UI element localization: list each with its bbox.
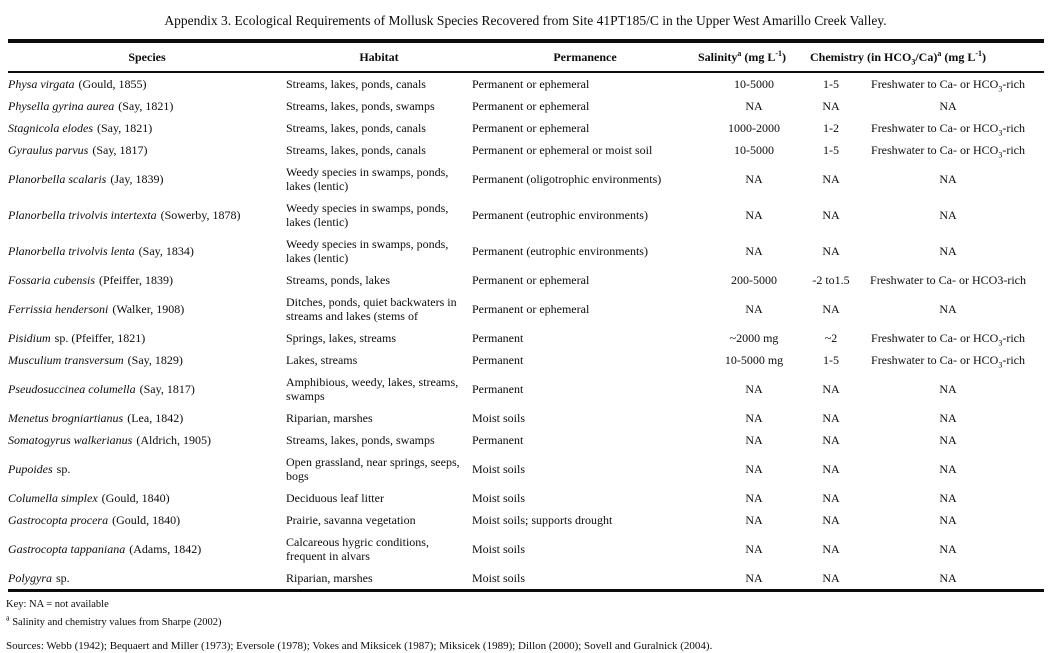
permanence-cell: Moist soils	[472, 462, 526, 476]
species-authority: (Gould, 1840)	[112, 513, 181, 527]
chemistry-label: Chemistry (in HCO	[810, 50, 912, 64]
table-title: Appendix 3. Ecological Requirements of Mollusk Species Recovered from Site 41PT185/C in the Upper West Amarillo Creek Valley.	[164, 13, 887, 28]
habitat-cell: Streams, lakes, ponds, canals	[286, 143, 426, 157]
species-name: Pupoides	[8, 462, 53, 476]
sources-note: Sources: Webb (1942); Bequaert and Miller (1973); Eversole (1978); Vokes and Miksicek (1987); Miksicek (1989); Dillon (2000); Sovell and Guralnick (2004).	[6, 640, 713, 652]
chemistry-text: NA	[939, 99, 957, 113]
habitat-cell: Lakes, streams	[286, 353, 358, 367]
species-authority: sp.	[56, 462, 71, 476]
habitat-cell: Springs, lakes, streams	[286, 331, 396, 345]
chemistry-text-cell	[852, 72, 1044, 95]
chemistry-text: NA	[939, 208, 957, 222]
chemistry-text-cell	[852, 269, 1044, 291]
footnote-text: Salinity and chemistry values from Sharpe (2002)	[9, 617, 222, 628]
chemistry-text-post: -rich	[1002, 331, 1025, 345]
species-authority: (Pfeiffer, 1839)	[99, 273, 173, 287]
table-footer	[6, 598, 1051, 653]
species-authority: (Say, 1834)	[138, 244, 194, 258]
permanence-cell: Permanent	[472, 331, 524, 345]
species-authority: sp. (Pfeiffer, 1821)	[54, 331, 146, 345]
chemistry-value-cell: NA	[822, 411, 840, 425]
chemistry-text-cell	[852, 233, 1044, 269]
chemistry-value-cell: NA	[822, 491, 840, 505]
permanence-cell: Permanent or ephemeral or moist soil	[472, 143, 653, 157]
chemistry-value-cell: NA	[822, 433, 840, 447]
species-name: Planorbella scalaris	[8, 172, 107, 186]
habitat-cell: Riparian, marshes	[286, 411, 373, 425]
chemistry-text-cell	[852, 567, 1044, 591]
chemistry-text-subscript: 3	[998, 84, 1003, 94]
species-authority: (Say, 1817)	[92, 143, 148, 157]
species-name: Physa virgata	[8, 77, 75, 91]
chemistry-text-cell	[852, 291, 1044, 327]
habitat-cell: Riparian, marshes	[286, 571, 373, 585]
salinity-cell: NA	[745, 99, 763, 113]
chemistry-value-cell: -2 to1.5	[812, 273, 850, 287]
species-cell	[8, 531, 286, 567]
chemistry-text-subscript: 3	[998, 150, 1003, 160]
chemistry-text-subscript: 3	[998, 128, 1003, 138]
chemistry-text-cell	[852, 117, 1044, 139]
species-cell	[8, 95, 286, 117]
salinity-cell: 10-5000	[734, 77, 774, 91]
chemistry-text-post: -rich	[1002, 353, 1025, 367]
species-cell	[8, 349, 286, 371]
species-cell	[8, 269, 286, 291]
chemistry-text: NA	[939, 244, 957, 258]
permanence-cell: Moist soils	[472, 411, 526, 425]
permanence-cell: Permanent (oligotrophic environments)	[472, 172, 662, 186]
permanence-cell: Permanent or ephemeral	[472, 273, 590, 287]
chemistry-text: NA	[939, 513, 957, 527]
species-cell	[8, 487, 286, 509]
chemistry-value-cell: NA	[822, 99, 840, 113]
salinity-cell: NA	[745, 172, 763, 186]
species-cell	[8, 72, 286, 95]
chemistry-value-cell: NA	[822, 571, 840, 585]
salinity-cell: 200-5000	[731, 273, 777, 287]
chemistry-text: NA	[939, 382, 957, 396]
salinity-cell: NA	[745, 244, 763, 258]
column-header-species: Species	[8, 41, 286, 72]
species-cell	[8, 371, 286, 407]
table-row	[8, 197, 1044, 233]
habitat-cell: Weedy species in swamps, ponds, lakes (lentic)	[286, 201, 449, 229]
salinity-cell: NA	[745, 542, 763, 556]
chemistry-subscript: 3	[911, 57, 916, 67]
species-authority: (Say, 1817)	[139, 382, 195, 396]
salinity-cell: NA	[745, 462, 763, 476]
chemistry-text-cell	[852, 429, 1044, 451]
chemistry-text-post: -rich	[1002, 121, 1025, 135]
table-row	[8, 451, 1044, 487]
table-row	[8, 291, 1044, 327]
species-cell	[8, 161, 286, 197]
chemistry-value-cell: NA	[822, 542, 840, 556]
table-row	[8, 487, 1044, 509]
salinity-label: Salinity	[698, 50, 738, 64]
ecological-requirements-table	[8, 39, 1044, 592]
table-row	[8, 407, 1044, 429]
habitat-cell: Streams, lakes, ponds, swamps	[286, 99, 435, 113]
species-cell	[8, 567, 286, 591]
species-authority: (Aldrich, 1905)	[136, 433, 211, 447]
chemistry-text: Freshwater to Ca- or HCO	[871, 143, 999, 157]
chemistry-text-cell	[852, 327, 1044, 349]
species-cell	[8, 291, 286, 327]
salinity-unit-exponent: -1	[775, 49, 783, 58]
chemistry-text-cell	[852, 161, 1044, 197]
species-name: Ferrissia hendersoni	[8, 302, 109, 316]
column-header-habitat: Habitat	[286, 41, 472, 72]
species-name: Planorbella trivolvis intertexta	[8, 208, 157, 222]
column-header-chemistry	[810, 41, 1044, 72]
permanence-cell: Moist soils; supports drought	[472, 513, 613, 527]
table-row	[8, 509, 1044, 531]
header-row	[8, 41, 1044, 72]
species-authority: (Jay, 1839)	[110, 172, 164, 186]
salinity-cell: NA	[745, 433, 763, 447]
chemistry-text: NA	[939, 433, 957, 447]
permanence-cell: Permanent	[472, 353, 524, 367]
chemistry-value-cell: NA	[822, 462, 840, 476]
species-name: Pseudosuccinea columella	[8, 382, 136, 396]
salinity-cell: 10-5000	[734, 143, 774, 157]
salinity-footnote	[6, 613, 1051, 629]
salinity-cell: NA	[745, 302, 763, 316]
chemistry-value-cell: 1-5	[823, 353, 839, 367]
chemistry-text-subscript: 3	[998, 360, 1003, 370]
permanence-cell: Moist soils	[472, 542, 526, 556]
chemistry-text: NA	[939, 462, 957, 476]
salinity-unit: (mg L	[741, 50, 776, 64]
chemistry-text-subscript: 3	[998, 338, 1003, 348]
permanence-cell: Permanent or ephemeral	[472, 77, 590, 91]
chemistry-footnote-marker: a	[937, 49, 942, 58]
chemistry-unit-close: )	[982, 50, 986, 64]
permanence-cell: Permanent	[472, 433, 524, 447]
chemistry-text: Freshwater to Ca- or HCO	[871, 353, 999, 367]
table-row	[8, 233, 1044, 269]
species-cell	[8, 407, 286, 429]
chemistry-text-cell	[852, 349, 1044, 371]
permanence-cell: Permanent (eutrophic environments)	[472, 244, 648, 258]
table-row	[8, 371, 1044, 407]
permanence-cell: Moist soils	[472, 571, 526, 585]
habitat-cell: Weedy species in swamps, ponds, lakes (lentic)	[286, 165, 449, 193]
salinity-cell: NA	[745, 411, 763, 425]
chemistry-unit-exponent: -1	[975, 49, 982, 58]
chemistry-text: NA	[939, 571, 957, 585]
habitat-cell: Weedy species in swamps, ponds, lakes (lentic)	[286, 237, 449, 265]
species-name: Menetus brogniartianus	[8, 411, 124, 425]
chemistry-value-cell: 1-2	[823, 121, 839, 135]
permanence-cell: Moist soils	[472, 491, 526, 505]
salinity-cell: NA	[745, 491, 763, 505]
salinity-footnote-marker: a	[737, 49, 742, 58]
table-row	[8, 429, 1044, 451]
chemistry-text: NA	[939, 172, 957, 186]
chemistry-text: Freshwater to Ca- or HCO	[871, 331, 999, 345]
chemistry-text: NA	[939, 491, 957, 505]
chemistry-text-post: -rich	[1002, 143, 1025, 157]
species-authority: (Sowerby, 1878)	[160, 208, 241, 222]
table-row	[8, 95, 1044, 117]
permanence-cell: Permanent or ephemeral	[472, 99, 590, 113]
habitat-cell: Streams, lakes, ponds, canals	[286, 121, 426, 135]
chemistry-text-cell	[852, 139, 1044, 161]
chemistry-text-cell	[852, 197, 1044, 233]
table-body	[8, 72, 1044, 591]
chemistry-text-cell	[852, 451, 1044, 487]
habitat-cell: Deciduous leaf litter	[286, 491, 384, 505]
species-authority: (Say, 1829)	[127, 353, 183, 367]
chemistry-text: Freshwater to Ca- or HCO3-rich	[870, 273, 1026, 287]
table-row	[8, 327, 1044, 349]
key-note: Key: NA = not available	[6, 599, 109, 610]
salinity-cell: NA	[745, 208, 763, 222]
species-authority: (Gould, 1855)	[78, 77, 147, 91]
species-cell	[8, 117, 286, 139]
salinity-unit-close: )	[782, 50, 787, 64]
species-name: Pisidium	[8, 331, 51, 345]
permanence-cell: Permanent (eutrophic environments)	[472, 208, 648, 222]
chemistry-value-cell: NA	[822, 382, 840, 396]
permanence-cell: Permanent	[472, 382, 524, 396]
species-authority: (Say, 1821)	[118, 99, 174, 113]
chemistry-text: NA	[939, 411, 957, 425]
species-authority: sp.	[56, 571, 70, 585]
chemistry-text: Freshwater to Ca- or HCO	[871, 77, 999, 91]
permanence-cell: Permanent or ephemeral	[472, 302, 590, 316]
footnote-marker: a	[6, 613, 10, 623]
species-name: Somatogyrus walkerianus	[8, 433, 133, 447]
chemistry-text-cell	[852, 95, 1044, 117]
species-authority: (Adams, 1842)	[129, 542, 202, 556]
chemistry-label-2: /Ca)	[915, 50, 938, 64]
species-cell	[8, 509, 286, 531]
species-name: Planorbella trivolvis lenta	[8, 244, 135, 258]
table-row	[8, 139, 1044, 161]
salinity-cell: 1000-2000	[728, 121, 780, 135]
species-name: Physella gyrina aurea	[8, 99, 115, 113]
species-authority: (Gould, 1840)	[101, 491, 170, 505]
species-name: Musculium transversum	[8, 353, 124, 367]
chemistry-value-cell: 1-5	[823, 143, 839, 157]
permanence-cell: Permanent or ephemeral	[472, 121, 590, 135]
species-name: Fossaria cubensis	[8, 273, 95, 287]
table-row	[8, 567, 1044, 591]
species-name: Polygyra	[8, 571, 52, 585]
chemistry-text: Freshwater to Ca- or HCO	[871, 121, 999, 135]
habitat-cell: Ditches, ponds, quiet backwaters in streams and lakes (stems of	[286, 295, 457, 323]
chemistry-value-cell: NA	[822, 513, 840, 527]
habitat-cell: Streams, ponds, lakes	[286, 273, 390, 287]
chemistry-text-cell	[852, 509, 1044, 531]
salinity-cell: 10-5000 mg	[724, 353, 784, 367]
chemistry-value-cell: 1-5	[823, 77, 839, 91]
species-cell	[8, 327, 286, 349]
table-header	[8, 41, 1044, 72]
species-name: Columella simplex	[8, 491, 98, 505]
chemistry-text-post: -rich	[1002, 77, 1025, 91]
chemistry-value-cell: NA	[822, 172, 840, 186]
habitat-cell: Streams, lakes, ponds, swamps	[286, 433, 435, 447]
chemistry-value-cell: NA	[822, 208, 840, 222]
species-name: Gastrocopta tappaniana	[8, 542, 126, 556]
species-cell	[8, 233, 286, 269]
species-cell	[8, 429, 286, 451]
species-authority: (Say, 1821)	[96, 121, 153, 135]
species-name: Gastrocopta procera	[8, 513, 109, 527]
habitat-cell: Calcareous hygric conditions, frequent in alvars	[286, 535, 429, 563]
salinity-cell: NA	[745, 382, 763, 396]
species-authority: (Lea, 1842)	[127, 411, 184, 425]
salinity-cell: NA	[745, 571, 763, 585]
chemistry-value-cell: ~2	[824, 331, 838, 345]
table-row	[8, 349, 1044, 371]
chemistry-text: NA	[939, 302, 957, 316]
table-row	[8, 531, 1044, 567]
species-cell	[8, 197, 286, 233]
table-row	[8, 117, 1044, 139]
salinity-cell: NA	[745, 513, 763, 527]
column-header-permanence: Permanence	[472, 41, 698, 72]
table-row	[8, 72, 1044, 95]
species-authority: (Walker, 1908)	[112, 302, 185, 316]
chemistry-text-cell	[852, 531, 1044, 567]
habitat-cell: Open grassland, near springs, seeps, bogs	[286, 455, 460, 483]
chemistry-text: NA	[939, 542, 957, 556]
table-row	[8, 161, 1044, 197]
species-cell	[8, 451, 286, 487]
species-name: Gyraulus parvus	[8, 143, 89, 157]
habitat-cell: Prairie, savanna vegetation	[286, 513, 416, 527]
chemistry-value-cell: NA	[822, 302, 840, 316]
species-cell	[8, 139, 286, 161]
table-row	[8, 269, 1044, 291]
chemistry-text-cell	[852, 407, 1044, 429]
habitat-cell: Streams, lakes, ponds, canals	[286, 77, 426, 91]
chemistry-value-cell: NA	[822, 244, 840, 258]
chemistry-unit: (mg L	[941, 50, 976, 64]
salinity-cell: ~2000 mg	[729, 331, 779, 345]
chemistry-text-cell	[852, 487, 1044, 509]
species-name: Stagnicola elodes	[8, 121, 93, 135]
habitat-cell: Amphibious, weedy, lakes, streams, swamps	[286, 375, 459, 403]
chemistry-text-cell	[852, 371, 1044, 407]
column-header-salinity	[698, 41, 810, 72]
